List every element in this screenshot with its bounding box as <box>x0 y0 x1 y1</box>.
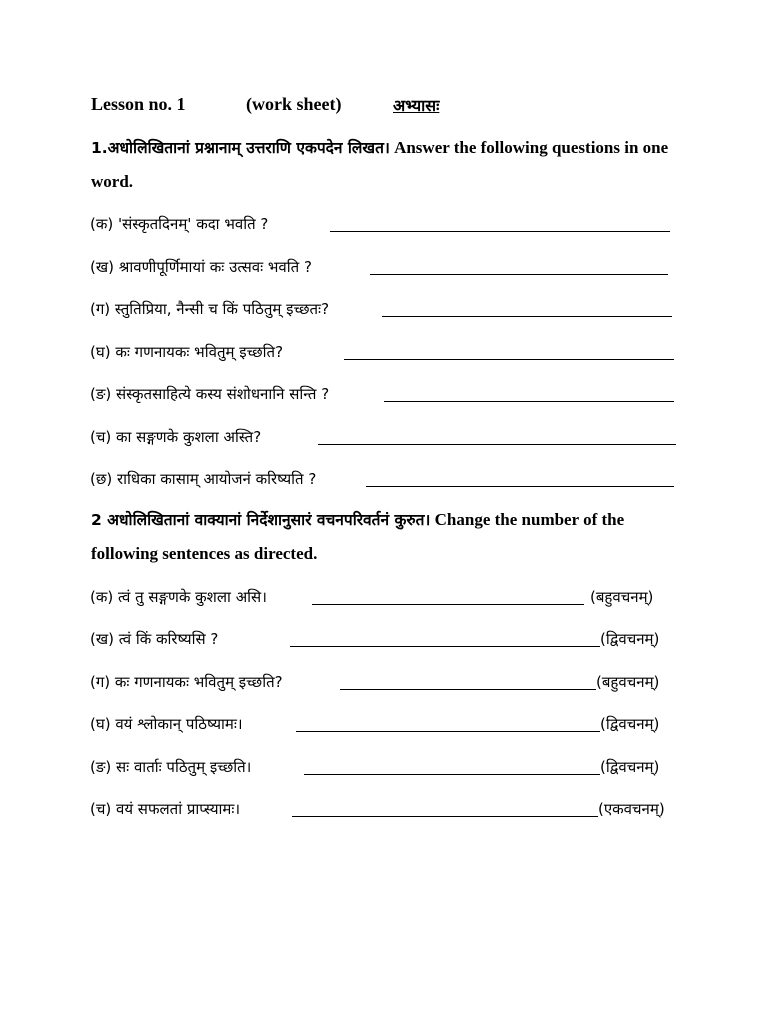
s1-question-7 <box>90 469 690 493</box>
answer-blank[interactable] <box>296 731 600 732</box>
direction-tag: (द्विवचनम्) <box>600 630 660 648</box>
s2-question-6 <box>90 799 690 823</box>
answer-blank[interactable] <box>330 231 670 232</box>
worksheet-header <box>91 94 440 115</box>
s1-question-1 <box>90 214 690 238</box>
section2-heading-english: Change the number of the following sentences as directed. <box>91 510 625 563</box>
s2-question-4 <box>90 714 690 738</box>
answer-blank[interactable] <box>366 486 674 487</box>
question-text: (घ) कः गणनायकः भवितुम् इच्छति? <box>90 343 284 361</box>
question-text: (ख) श्रावणीपूर्णिमायां कः उत्सवः भवति ? <box>90 258 312 276</box>
section1-heading-sanskrit: 1.अधोलिखितानां प्रश्नानाम् उत्तराणि एकपदेन लिखत। <box>91 139 390 157</box>
answer-blank[interactable] <box>344 359 674 360</box>
question-text: (छ) राधिका कासाम् आयोजनं करिष्यति ? <box>90 470 317 488</box>
section1-heading-english: Answer the following questions in one word. <box>91 138 669 191</box>
direction-tag: (बहुवचनम्) <box>590 588 654 606</box>
answer-blank[interactable] <box>384 401 674 402</box>
answer-blank[interactable] <box>318 444 676 445</box>
section1-heading <box>91 131 691 198</box>
answer-blank[interactable] <box>290 646 600 647</box>
s1-question-4 <box>90 342 690 366</box>
direction-tag: (द्विवचनम्) <box>600 758 660 776</box>
question-text: (क) त्वं तु सङ्गणके कुशला असि। <box>90 588 267 606</box>
direction-tag: (एकवचनम्) <box>598 800 665 818</box>
s2-question-5 <box>90 757 690 781</box>
worksheet-label: (work sheet) <box>246 94 342 114</box>
s1-question-2 <box>90 257 690 281</box>
abhyasa-title: अभ्यासः <box>393 96 440 115</box>
s2-question-3 <box>90 672 690 696</box>
question-text: (ग) कः गणनायकः भवितुम् इच्छति? <box>90 673 283 691</box>
s1-question-6 <box>90 427 690 451</box>
lesson-number: Lesson no. 1 <box>91 94 186 114</box>
s1-question-3 <box>90 299 690 323</box>
question-text: (घ) वयं श्लोकान् पठिष्यामः। <box>90 715 243 733</box>
question-text: (ग) स्तुतिप्रिया, नैन्सी च किं पठितुम् इच्छतः? <box>90 300 330 318</box>
section2-heading <box>91 503 691 570</box>
answer-blank[interactable] <box>370 274 668 275</box>
answer-blank[interactable] <box>304 774 600 775</box>
question-text: (क) 'संस्कृतदिनम्' कदा भवति ? <box>90 215 269 233</box>
s2-question-2 <box>90 629 690 653</box>
section2-heading-sanskrit: 2 अधोलिखितानां वाक्यानां निर्देशानुसारं वचनपरिवर्तनं कुरुत। <box>91 511 431 529</box>
answer-blank[interactable] <box>382 316 672 317</box>
question-text: (ङ) संस्कृतसाहित्ये कस्य संशोधनानि सन्ति ? <box>90 385 330 403</box>
answer-blank[interactable] <box>340 689 596 690</box>
question-text: (ख) त्वं किं करिष्यसि ? <box>90 630 219 648</box>
answer-blank[interactable] <box>312 604 584 605</box>
direction-tag: (द्विवचनम्) <box>600 715 660 733</box>
s2-question-1 <box>90 587 690 611</box>
question-text: (ङ) सः वार्ताः पठितुम् इच्छति। <box>90 758 252 776</box>
s1-question-5 <box>90 384 690 408</box>
question-text: (च) वयं सफलतां प्राप्स्यामः। <box>90 800 241 818</box>
direction-tag: (बहुवचनम्) <box>596 673 660 691</box>
question-text: (च) का सङ्गणके कुशला अस्ति? <box>90 428 262 446</box>
answer-blank[interactable] <box>292 816 598 817</box>
